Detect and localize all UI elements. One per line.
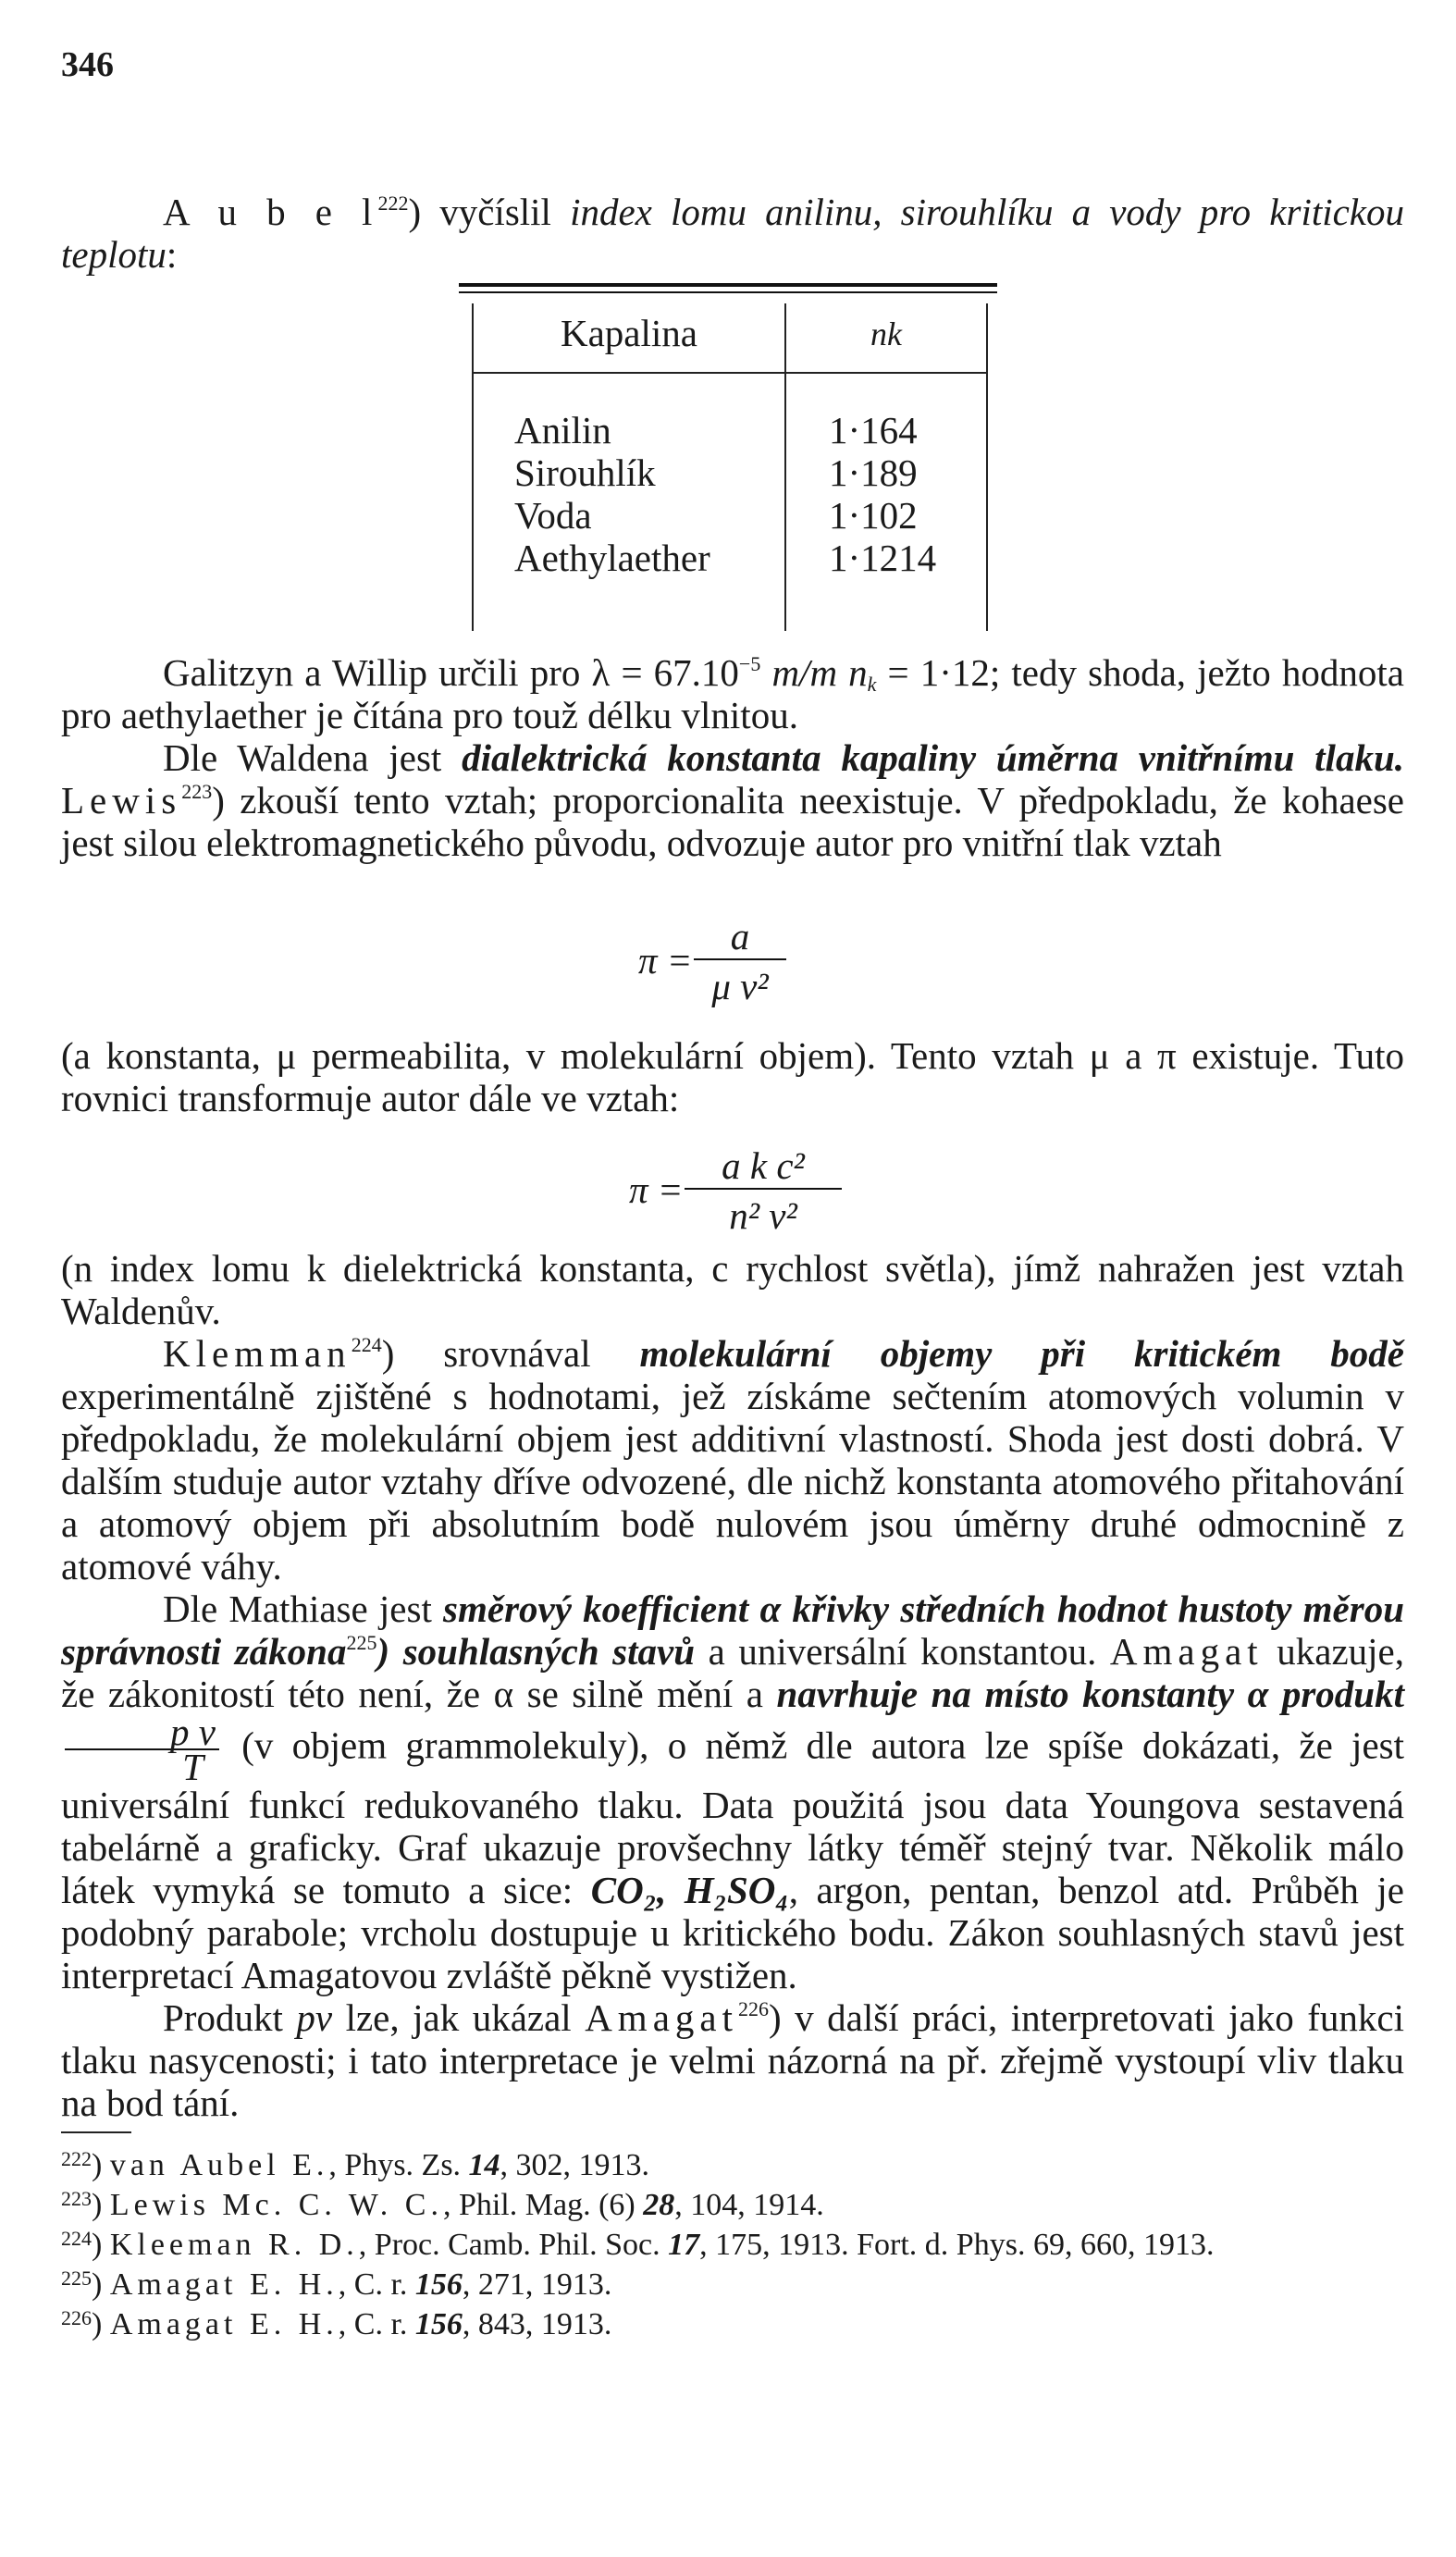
paragraph-produkt bbox=[61, 1996, 1404, 2124]
table-cell-name: Aethylaether bbox=[514, 537, 710, 579]
p1-exp: −5 bbox=[738, 652, 761, 675]
p1-a: Galitzyn a Willip určili pro λ = 67.10 bbox=[163, 651, 739, 694]
equation-1 bbox=[638, 914, 823, 1007]
table-right-border bbox=[986, 303, 988, 631]
table-values-column bbox=[829, 409, 936, 579]
footnotes bbox=[61, 2143, 1404, 2341]
eq2-lhs: π = bbox=[629, 1168, 684, 1211]
footnote-source: , C. r. bbox=[338, 2307, 415, 2341]
p1-c: = 1·12; tedy shoda, ježto hodnota pro aethylaether je čítána pro touž délku vlnitou. bbox=[61, 651, 1404, 736]
footnote-author: Amagat E. H. bbox=[109, 2267, 339, 2302]
text-block-2 bbox=[61, 1034, 1404, 1119]
paragraph-mathias bbox=[61, 1587, 1404, 1996]
table-cell-value: 1·1214 bbox=[829, 537, 937, 579]
intro-italic: index lomu anilinu, sirouhlíku a vody pro kritickou teplotu bbox=[61, 191, 1405, 276]
p1-sub: k bbox=[867, 673, 877, 696]
footnote-volume: 28 bbox=[643, 2188, 675, 2222]
footnote: $^{225}$) Amagat E. H., C. r. 156, 271, 1913. bbox=[61, 2267, 612, 2302]
intro-text: ) vyčíslil bbox=[408, 191, 571, 233]
footnote-source: , Phys. Zs. bbox=[328, 2148, 469, 2182]
p7-b: lze, jak ukázal bbox=[332, 1996, 586, 2039]
text-block-1 bbox=[61, 651, 1404, 864]
footnote-volume: 14 bbox=[468, 2148, 500, 2182]
table-top-rule bbox=[459, 283, 997, 287]
eq1-fraction bbox=[694, 914, 786, 1007]
table-names-column bbox=[514, 409, 710, 579]
footnote-pages: , 271, 1913. bbox=[462, 2267, 612, 2302]
table-header-value: nk bbox=[870, 315, 902, 352]
author-amagat: Amagat bbox=[1109, 1630, 1264, 1673]
intro-end: : bbox=[166, 233, 178, 276]
ref-223: 223 bbox=[181, 780, 213, 803]
footnote-pages: , 843, 1913. bbox=[462, 2307, 612, 2341]
chem-formulas: CO₂, H₂SO₄ bbox=[590, 1869, 789, 1911]
author-amagat-2: Amagat bbox=[585, 1996, 738, 2039]
footnote: $^{223}$) Lewis Mc. C. W. C., Phil. Mag. (6) 28, 104, 1914. bbox=[61, 2187, 824, 2222]
p2-italic: dialektrická konstanta kapaliny úměrna vnitřnímu tlaku. bbox=[462, 736, 1404, 779]
p5-a: ) srovnával bbox=[381, 1332, 640, 1375]
footnote-author: Amagat E. H. bbox=[109, 2307, 339, 2341]
p5-italic: molekulární objemy při kritickém bodě bbox=[639, 1332, 1404, 1375]
p6-italic1: směrový koefficient α křivky středních hodnot hustoty měrou správnosti zákona bbox=[61, 1587, 1405, 1673]
footnote-author: van Aubel E. bbox=[109, 2148, 329, 2182]
p6-a: Dle Mathiase jest bbox=[163, 1587, 444, 1630]
author-aubel: A u b e l bbox=[163, 191, 378, 233]
paragraph-walden bbox=[61, 736, 1404, 864]
p5-b: experimentálně zjištěné s hodnotami, jež získáme sečtením atomových volumin v předpokladu, že molekulární objem jest additivní vlastností. Shoda jest dosti dobrá. V dalším studuje autor vztahy dříve odvozené, dle nichž konstanta atomového přitahování a atomový objem při absolutním bodě nulovém jsou úměrny druhé odmocnině z atomové váhy. bbox=[61, 1375, 1404, 1587]
p7-c: ) v další práci, interpretovati jako funkci tlaku nasycenosti; i tato interpretace je velmi názorná na př. zřejmě vystoupí vliv tlaku na bod tání. bbox=[61, 1996, 1404, 2124]
table-top-rule-thin bbox=[459, 291, 997, 293]
p6-italic2: ) souhlasných stavů bbox=[376, 1630, 696, 1673]
footnote: $^{222}$) van Aubel E., Phys. Zs. 14, 302, 1913. bbox=[61, 2147, 650, 2182]
footnote-number: 224 bbox=[61, 2227, 92, 2250]
page-number: 346 bbox=[61, 45, 114, 84]
p7-a: Produkt bbox=[163, 1996, 297, 2039]
table-cell-name: Voda bbox=[514, 494, 592, 537]
paragraph-index: (n index lomu k dielektrická konstanta, c rychlost světla), jímž nahražen jest vztah Waldenův. bbox=[61, 1247, 1404, 1332]
ref-224: 224 bbox=[351, 1333, 382, 1356]
footnote-number: 223 bbox=[61, 2187, 92, 2210]
eq2-fraction bbox=[685, 1143, 842, 1236]
footnote-source: , C. r. bbox=[338, 2267, 415, 2302]
eq1-fraction-bar bbox=[694, 958, 786, 960]
footnote-volume: 17 bbox=[668, 2228, 700, 2262]
p6-d: (v objem grammolekuly), o němž dle autora lze spíše dokázati, že jest universální funkcí redukovaného tlaku. Data použitá jsou data Youngova sestavená tabelárně a graficky. Graf ukazuje provšechny látky téměř stejný tvar. Několik málo látek vymyká se tomuto a sice: bbox=[61, 1723, 1404, 1911]
ref-226: 226 bbox=[738, 1997, 769, 2020]
footnote-pages: , 302, 1913. bbox=[500, 2148, 650, 2182]
table-header-liquid: Kapalina bbox=[561, 312, 697, 354]
ref-222: 222 bbox=[377, 191, 409, 215]
eq2-fraction-bar bbox=[685, 1188, 842, 1190]
footnote-volume: 156 bbox=[414, 2307, 463, 2341]
eq2-numerator: a k c² bbox=[722, 1144, 805, 1187]
footnote-pages: , 104, 1914. bbox=[674, 2188, 824, 2222]
p6-b: a universální konstantou. bbox=[695, 1630, 1097, 1673]
frac-numerator: p v bbox=[65, 1715, 219, 1750]
footnote: $^{224}$) Kleeman R. D., Proc. Camb. Phil. Soc. 17, 175, 1913. Fort. d. Phys. 69, 660, 1913. bbox=[61, 2227, 1215, 2262]
footnote-number: 225 bbox=[61, 2267, 92, 2290]
footnote-number: 226 bbox=[61, 2306, 92, 2329]
p2-b: ) zkouší tento vztah; proporcionalita neexistuje. V předpokladu, že kohaese jest silou elektromagnetického původu, odvozuje autor pro vnitřní tlak vztah bbox=[61, 779, 1404, 864]
paragraph-galitzyn bbox=[61, 651, 1404, 736]
eq1-lhs: π = bbox=[638, 939, 693, 982]
eq1-denominator: μ v² bbox=[711, 965, 769, 1007]
p6-e: , argon, pentan, benzol atd. Průběh je podobný parabole; vrcholu dostupuje u kritického bodu. Zákon souhlasných stavů jest interpretací Amagatovou zvláště pěkně vystižen. bbox=[61, 1869, 1405, 1996]
table-cell-name: Anilin bbox=[514, 409, 611, 451]
footnote-rule bbox=[61, 2131, 131, 2133]
frac-denominator: T bbox=[182, 1746, 204, 1788]
footnote-number: 222 bbox=[61, 2147, 92, 2170]
table-header-rule bbox=[472, 372, 988, 374]
inline-fraction-pv-T bbox=[65, 1711, 219, 1788]
footnote: $^{226}$) Amagat E. H., C. r. 156, 843, 1913. bbox=[61, 2306, 612, 2341]
footnote-source: , Proc. Camb. Phil. Soc. bbox=[358, 2228, 669, 2262]
paragraph-constants: (a konstanta, μ permeabilita, v molekulární objem). Tento vztah μ a π existuje. Tuto rovnici transformuje autor dále ve vztah: bbox=[61, 1034, 1404, 1119]
table-cell-value: 1·102 bbox=[829, 494, 918, 537]
p1-b: m/m n bbox=[760, 651, 868, 694]
p7-italic: pv bbox=[296, 1996, 333, 2039]
footnote-volume: 156 bbox=[414, 2267, 463, 2302]
eq2-denominator: n² v² bbox=[729, 1194, 797, 1237]
equation-2 bbox=[629, 1143, 870, 1236]
eq1-numerator: a bbox=[730, 915, 750, 957]
table-cell-value: 1·164 bbox=[829, 409, 918, 451]
table-cell-name: Sirouhlík bbox=[514, 451, 656, 494]
table-cell-value: 1·189 bbox=[829, 451, 918, 494]
paragraph-klemman bbox=[61, 1332, 1404, 1587]
refractive-index-table bbox=[459, 283, 997, 631]
footnote-source: , Phil. Mag. (6) bbox=[442, 2188, 644, 2222]
author-lewis: Lewis bbox=[61, 779, 182, 821]
author-klemman: Klemman bbox=[163, 1332, 352, 1375]
p6-c: ukazuje, že zákonitostí této není, že α se silně mění a bbox=[61, 1630, 1405, 1715]
text-block-3 bbox=[61, 1247, 1404, 2124]
footnote-author: Lewis Mc. C. W. C. bbox=[109, 2188, 443, 2222]
footnote-author: Kleeman R. D. bbox=[109, 2228, 359, 2262]
intro-paragraph bbox=[61, 191, 1404, 276]
p2-a: Dle Waldena jest bbox=[163, 736, 463, 779]
footnote-pages: , 175, 1913. Fort. d. Phys. 69, 660, 1913. bbox=[699, 2228, 1215, 2262]
p6-italic3: navrhuje na místo konstanty α produkt bbox=[776, 1673, 1404, 1715]
ref-225: 225 bbox=[346, 1631, 377, 1654]
